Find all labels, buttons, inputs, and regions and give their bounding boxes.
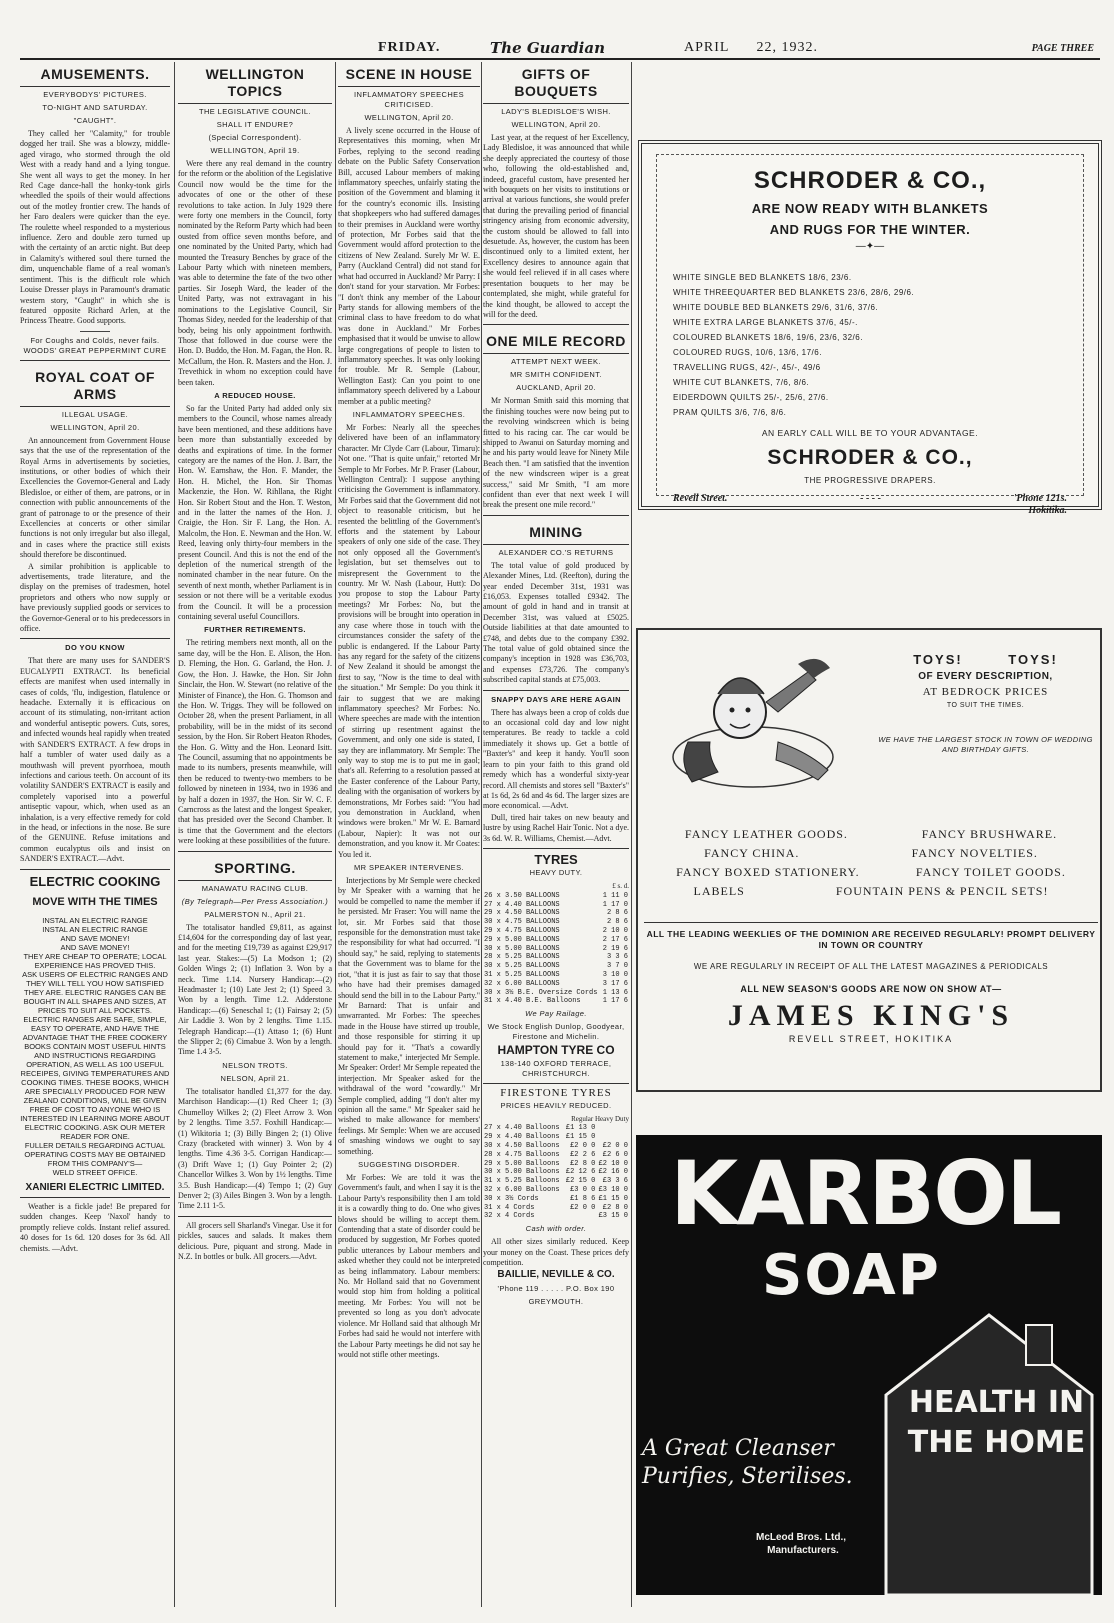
baillie-town: GREYMOUTH. xyxy=(528,1296,584,1306)
cleanser-slogan xyxy=(642,1435,853,1491)
mining-sub: ALEXANDER CO.'S RETURNS xyxy=(498,547,614,557)
mfr-line1: McLeod Bros. Ltd., xyxy=(756,1532,846,1543)
bouquets-dateline: WELLINGTON, April 20. xyxy=(511,120,601,129)
table-cell xyxy=(596,1124,629,1133)
table-row xyxy=(483,980,629,989)
table-cell: £2 12 6 xyxy=(565,1168,596,1177)
fancy-goods-row xyxy=(648,825,1094,844)
arms-dateline: WELLINGTON, April 20. xyxy=(50,422,140,432)
column-4 xyxy=(483,62,629,1607)
divider xyxy=(20,360,170,361)
list-item: FANCY BRUSHWARE. xyxy=(921,827,1058,841)
table-cell: 26 x 3.50 BALLOONS xyxy=(484,891,560,900)
firestone-table xyxy=(483,1124,629,1221)
snappy-body: There has always been a crop of colds due to an occasional cold day and low night temperatures. Be ready to tackle a cold immediately it shows up. Get a bottle of "Baxter's" and keep it handy. You'll soon learn to pin your faith to this grand old remedy which has a wonderful sixty-year record. All chemists and stores sell "Baxter's" at 1s 6d, 2s 6d and 4s 6d. The larger sizes are more economical. —Advt. xyxy=(483,707,629,811)
table-cell: 29 x 4.40 Balloons xyxy=(484,1133,560,1142)
amusements-sub2: TO-NIGHT AND SATURDAY. xyxy=(42,103,148,112)
list-item: WHITE SINGLE BED BLANKETS 18/6, 23/6. xyxy=(673,273,852,282)
table-cell: 2 19 6 xyxy=(602,944,628,953)
james-king-ad xyxy=(636,628,1102,1092)
mfr-line2: Manufacturers. xyxy=(767,1545,839,1556)
jester-bell-illustration-icon xyxy=(648,642,858,802)
vinegar-advt: All grocers sell Sharland's Vinegar. Use it for pickles, sauces and salads. It makes them delicious. Pure, piquant and strong. Made in N.Z. In bottles or bulk. All grocers.—Advt. xyxy=(178,1220,332,1261)
weeklies-line: ALL THE LEADING WEEKLIES OF THE DOMINION ARE RECEIVED REGULARLY! PROMPT DELIVERY IN TOWN OR COUNTRY xyxy=(644,922,1098,951)
schroder-street: Revell Street. xyxy=(673,493,728,504)
cleanser-line2: Purifies, Sterilises. xyxy=(642,1464,853,1489)
schroder-title2: SCHRODER & CO., xyxy=(767,446,973,469)
table-cell: £3 15 0 xyxy=(598,1212,628,1221)
snappy-heading: SNAPPY DAYS ARE HERE AGAIN xyxy=(491,694,621,704)
list-item: FANCY LEATHER GOODS. xyxy=(684,827,848,841)
table-cell: £1 15 0 xyxy=(598,1194,628,1203)
table-row xyxy=(483,901,629,910)
electric-heading-2: MOVE WITH THE TIMES xyxy=(32,895,158,908)
table-cell: 31 x 4.40 B.E. Balloons xyxy=(484,997,581,1006)
doyouknow-heading: DO YOU KNOW xyxy=(65,643,125,653)
amusements-sub3: "CAUGHT". xyxy=(73,116,117,125)
sporting-sub1: MANAWATU RACING CLUB. xyxy=(201,883,309,893)
table-cell: £2 15 0 xyxy=(565,1177,596,1186)
table-cell xyxy=(564,1212,597,1221)
ornament-icon: —✦— xyxy=(855,241,885,252)
masthead-day-year: 22, 1932. xyxy=(756,40,818,55)
table-cell: 30 x 5.00 Balloons xyxy=(484,1168,560,1177)
tyres-sub: HEAVY DUTY. xyxy=(529,868,583,878)
table-cell: 1 11 0 xyxy=(602,891,628,900)
table-cell: 2 10 0 xyxy=(602,926,628,935)
soap-word: SOAP xyxy=(762,1243,941,1308)
table-cell: 31 x 5.25 BALLOONS xyxy=(484,970,560,979)
table-row xyxy=(483,909,629,918)
table-cell: £2 6 0 xyxy=(602,1150,628,1159)
naxol-advt: Weather is a fickle jade! Be prepared for sudden changes. Keep 'Naxol' handy to promptly relieve colds. Instant relief assured. 40 doses for 1s 6d. 120 doses for 3s 6d. All chemists. —Advt. xyxy=(20,1201,170,1253)
list-item: COLOURED BLANKETS 18/6, 19/6, 23/6, 32/6. xyxy=(673,333,863,342)
table-cell: 30 x 4.50 Balloons xyxy=(484,1141,560,1150)
divider xyxy=(483,515,629,516)
table-cell: £2 2 6 xyxy=(570,1150,596,1159)
table-cell: 1 13 6 xyxy=(602,988,628,997)
tyres-rail: We Pay Railage. xyxy=(525,1009,587,1019)
wellington-dateline: WELLINGTON, April 19. xyxy=(210,146,300,155)
table-cell: £3 10 0 xyxy=(598,1185,628,1194)
table-cell: £1 13 0 xyxy=(565,1124,596,1133)
list-item: WHITE EXTRA LARGE BLANKETS 37/6, 45/-. xyxy=(673,318,858,327)
tyres-stock: We Stock English Dunlop, Goodyear, Firestone and Michelin. xyxy=(487,1022,625,1042)
masthead xyxy=(20,38,1100,60)
table-cell xyxy=(596,1133,629,1142)
divider xyxy=(20,638,170,639)
sporting-dateline: PALMERSTON N., April 21. xyxy=(204,909,306,919)
table-cell: 3 7 0 xyxy=(606,962,628,971)
schroder-phone: 'Phone 121s. xyxy=(1013,493,1067,504)
schroder-title: SCHRODER & CO., xyxy=(753,167,987,194)
table-cell: £3 3 6 xyxy=(602,1177,628,1186)
hampton-tyre-table xyxy=(483,892,629,1006)
table-cell: 29 x 4.75 BALLOONS xyxy=(484,926,560,935)
toys-largest-stock: WE HAVE THE LARGEST STOCK IN TOWN OF WEDDING AND BIRTHDAY GIFTS. xyxy=(878,735,1093,754)
table-cell: £1 8 6 xyxy=(570,1194,596,1203)
list-item: FANCY CHINA. xyxy=(704,846,800,860)
schroder-call: AN EARLY CALL WILL BE TO YOUR ADVANTAGE. xyxy=(761,428,979,438)
table-row xyxy=(483,1124,629,1133)
mile-body: Mr Norman Smith said this morning that the finishing touches were now being put to the revolving windscreen which is being fitted to his racing car. The car would be shipped to Awanui on Saturday morning and he and his party would leave for Ninety Mile Beach then. "I am satisfied that the invention of the new windscreen wiper is a great success," said Mr Smith, "I am more confident than ever that next week I will break the present one mile record." xyxy=(483,396,629,510)
electric-heading-1: ELECTRIC COOKING xyxy=(29,873,161,889)
list-item: COLOURED RUGS, 10/6, 13/6, 17/6. xyxy=(673,348,822,357)
wellington-sub2: SHALL IT ENDURE? xyxy=(216,120,294,129)
table-row xyxy=(483,1151,629,1160)
wellington-body: Were there any real demand in the country for the reform or the abolition of the Legislative Council now would be the time for the advocates of one or the other of these revolutions to take action. In July 1929 there were forty one members in the Council, forty nominated by the Reform Party which had been ousted from office seven months before, and one nominated by the United Party, which had mounted the Treasury Benches by grace of the Labour Party which with nineteen members, was able to determine the fate of the two other parties. Sir Joseph Ward, the leader of the United Party, was not extravagant in his nominations to the Legislative Council, Sir Thomas Sidey, needed for the leadership of that body, being his only appointment forthwith. Those that followed in due course were the Hon. D. Buddo, the Hon. M. Fagan, the Hon. R. McCallum, the Hon. R. Masters and the Hon. J. Trevethick in whom no exception could have been taken. xyxy=(178,159,332,387)
table-row xyxy=(483,953,629,962)
divider xyxy=(178,851,332,852)
table-cell: £2 8 0 xyxy=(570,1159,596,1168)
table-cell: 28 x 5.25 BALLOONS xyxy=(484,953,560,962)
column-rule xyxy=(631,62,632,1607)
scene-body: A lively scene occurred in the House of Representatives this morning, when Mr Forbes, replying to the second reading debate on the Public Safety Conservation Bill, accused Labour members of making inflammatory speeches, unfairly stating the position of the Government and blaming it for the country's economic ills. Insisting that shopkeepers who had suffered damages to their premises in Auckland were worthy of protection, Mr Forbes said that the Government would afford protection to the citizens of New Zealand. Surely Mr W. E. Parry (Auckland Central) did not stand for what had occurred in Auckland? Mr Parry: I don't stand for your starvation. Mr Forbes: "I don't think any member of the Labour Party stands for allowing members of the criminal class to have freedom to do what was done in Auckland." Mr Forbes emphasised that it would be unwise to allow large congregations of people to listen to inflammatory speeches. It was only looking for trouble. Mr R. Semple (Labour, Wellington East): Can you point to one inflammatory speech delivered by a Labour member at a public meeting? xyxy=(338,126,480,406)
divider xyxy=(483,848,629,849)
toys-bottom-block xyxy=(644,922,1098,1044)
amusements-sub1: EVERYBODYS' PICTURES. xyxy=(43,90,147,99)
hampton-firm: HAMPTON TYRE CO xyxy=(497,1043,615,1058)
wellington-sub5: FURTHER RETIREMENTS. xyxy=(204,625,306,635)
list-item: FOUNTAIN PENS & PENCIL SETS! xyxy=(835,884,1049,898)
table-cell: 2 17 6 xyxy=(602,935,628,944)
wellington-body2: So far the United Party had added only six members to the Council, whose names already have been mentioned, and these additions have been more than substantially exceeded by deaths and expirations of time. In the former category are the names of the Hon. J. Barr, the Hon. W. Earnshaw, the Hon. F. Mander, the Hon. H. Michel, the Hon. Sir Thomas Mackenzie, the Hon. W. Rihllana, the Right Hon. Sir Robert Stout and the Hon. T. Weston, and in the latter the names of the Hon. J. Craigie, the Hon. Sir F. Lang, the Hon. A. Malcolm, the Hon. E. Newman and the Hon. W. Reed, leaving only thirty-four members in the present Council. And this is not the end of the depletion of the numerical strength of the nominated chamber in the near future. On the seventh of next month, whether Parliament is in session or not there will be a veritable exodus from the Council. It will be a procession containing several useful Councillors. xyxy=(178,403,332,622)
bouquets-sub: LADY'S BLEDISLOE'S WISH. xyxy=(501,107,611,116)
electric-cooking-ad xyxy=(20,874,170,1193)
list-item: WHITE CUT BLANKETS, 7/6, 8/6. xyxy=(673,378,810,387)
table-cell: 3 10 0 xyxy=(602,970,628,979)
baillie-firm: BAILLIE, NEVILLE & CO. xyxy=(497,1269,615,1281)
arms-heading: ROYAL COAT OF ARMS xyxy=(20,365,170,407)
table-row xyxy=(483,989,629,998)
table-cell: £2 16 0 xyxy=(598,1168,628,1177)
table-row xyxy=(483,962,629,971)
fancy-goods-row xyxy=(648,863,1094,882)
karbol-word: KARBOL xyxy=(670,1142,1061,1245)
fancy-goods-list xyxy=(648,825,1094,901)
table-cell: 27 x 4.40 BALLOONS xyxy=(484,900,560,909)
table-cell: 31 x 5.25 Balloons xyxy=(484,1177,560,1186)
schroder-contact xyxy=(1014,493,1067,517)
cleanser-line1: A Great Cleanser xyxy=(642,1436,834,1461)
magazines-line: WE ARE REGULARLY IN RECEIPT OF ALL THE LATEST MAGAZINES & PERIODICALS xyxy=(693,962,1049,971)
table-row xyxy=(483,1186,629,1195)
table-cell: 29 x 5.00 BALLOONS xyxy=(484,935,560,944)
mining-body: The total value of gold produced by Alexander Mines, Ltd. (Reefton), during the year ended December 31st, 1931 was £16,053. Expenses totalled £9342. The amount of gold in hand and in transit at December 31st, was valued at £5025. Outside liabilities at that date amounted to £748, and debts due to the company £392. The total value of gold obtained since the company's inception in 1928 was £36,703, and expenses £73,726. The company's subscribed capital stands at £75,003. xyxy=(483,560,629,685)
divider xyxy=(483,1083,629,1084)
table-cell: 2 8 6 xyxy=(606,918,628,927)
schroder-item-list xyxy=(673,270,1067,420)
schroder-line2: ARE NOW READY WITH BLANKETS xyxy=(751,201,989,216)
list-item: FANCY TOILET GOODS. xyxy=(915,865,1066,879)
scene-sub4: SUGGESTING DISORDER. xyxy=(358,1160,460,1169)
table-cell: 1 17 6 xyxy=(602,997,628,1006)
masthead-paper-name: The Guardian xyxy=(490,39,605,57)
list-item: WHITE DOUBLE BED BLANKETS 29/6, 31/6, 37/6. xyxy=(673,303,879,312)
table-cell: 29 x 4.50 BALLOONS xyxy=(484,909,560,918)
table-cell: 3 3 6 xyxy=(606,953,628,962)
table-cell: £2 0 0 xyxy=(570,1203,596,1212)
scene-body3: Interjections by Mr Semple were checked by Mr Speaker with a warning that he would be compelled to name the member if he persisted. Mr Fraser: You will name the lot, sir. Mr Forbes said that those responsible for the demonstration must take the responsibility for what had occurred. "I should say," he said, replying to statements that the Government was to blame for the riot, "that it is just as fair to say that those who have had their premises damaged should send the bill in to the Labour Party." Mr Barnard: That is unfair and unwarranted. Mr Forbes: The speeches made in the House have stirred up trouble, and those responsible for stirring it up should pay for it. "That's a cowardly statement to make," interjected Mr Semple. Mr Speaker: Order! Mr Semple repeated the interjection. Mr Speaker asked for the withdrawal of the word "cowardly." Mr Semple complied, adding "I don't alter my opinion all the same." Mr Speaker said he wished to make allowance for members' feelings. Mr Semple: When we are accused of smashing windows we ought to say something. xyxy=(338,876,480,1156)
peppermint-note: For Coughs and Colds, never fails. WOODS' GREAT PEPPERMINT CURE xyxy=(23,335,167,355)
table-cell: 32 x 6.00 BALLOONS xyxy=(484,979,560,988)
table-cell: 27 x 4.40 Balloons xyxy=(484,1124,560,1133)
james-king-address: REVELL STREET, HOKITIKA xyxy=(788,1034,954,1044)
sporting-body2: The totalisator handled £1,377 for the day. Marchison Handicap:—(1) Red Cheer 1; (3) Chumelloy Wilkes 2; (2) Fleet Arrow 3. Won by 2 lengths. Time 3.57. Foxhill Handicap:—(1) Wikitoria 1; (3) Billy Bingen 2; (1) Olive Crazy (bracketed with winner) 3. Won by 4 lengths. Time 4.36 3-5. Corrigan Handicap:—(3) Drift Wave 1; (1) Guy Pointer 2; (2) Chancellor Wilkes 3. Won by 1½ lengths. Time 3.5. Bush Handicap:—(4) Tempo 1; (2) Guy Denver 2; (3) Ailes Bingen 3. Won by a length. Time 2.11 1-5. xyxy=(178,1086,332,1211)
table-cell: 2 8 6 xyxy=(606,909,628,918)
baillie-phone: 'Phone 119 . . . . . P.O. Box 190 xyxy=(497,1283,615,1293)
schroder-address xyxy=(673,493,1067,517)
column-3 xyxy=(338,62,480,1607)
scene-sub2: INFLAMMATORY SPEECHES. xyxy=(352,409,466,419)
doyouknow-body: That there are many uses for SANDER'S EUCALYPTI EXTRACT. Its beneficial effects are manifest when used internally in cases of colds, 'flu, indigestion, flatulence or headache. Externally it is efficacious on account of its stimulating, non-irritant action and wonderful antiseptic powers. Cuts, sores, and infected wounds heal rapidly when treated with SANDER'S EXTRACT. A few drops in half a tumbler of water used daily as a mouthwash will prevent pyorrhoea, mouth infections and carious teeth. On account of its volatility SANDER'S EXTRACT is easily and completely vaporised into a powerful antiseptic vapour, which, when used as an inhalation, is a very effective remedy for cold in the head, or infections in the nose. Be sure of the GENUINE. Refuse imitations and common eucalyptus oils and insist on SANDER'S EXTRACT.—Advt. xyxy=(20,656,170,864)
table-cell: £3 0 0 xyxy=(570,1185,596,1194)
wellington-sub3: (Special Correspondent). xyxy=(208,133,302,142)
scene-heading: SCENE IN HOUSE xyxy=(338,62,480,87)
list-item: FANCY NOVELTIES. xyxy=(911,846,1038,860)
sporting-heading: SPORTING. xyxy=(178,856,332,881)
new-season-line: ALL NEW SEASON'S GOODS ARE NOW ON SHOW AT— xyxy=(740,984,1002,994)
list-item: WHITE THREEQUARTER BED BLANKETS 23/6, 28/6, 29/6. xyxy=(673,288,915,297)
firestone-col-head: Regular Heavy Duty xyxy=(571,1114,629,1123)
table-cell: 31 x 4 Cords xyxy=(484,1203,535,1212)
wellington-sub4: A REDUCED HOUSE. xyxy=(214,390,296,400)
divider xyxy=(178,1216,332,1217)
column-rule xyxy=(174,62,175,1607)
table-cell: 30 x 5.00 BALLOONS xyxy=(484,944,560,953)
column-rule xyxy=(481,62,482,1607)
list-item: FANCY BOXED STATIONERY. xyxy=(676,865,860,879)
amusements-body: They called her "Calamity," for trouble dogged her trail. She was a blowzy, middle-aged virago, who stormed through the old West with a ready hand and a lying tongue. She went all ways to get the money. In her Red Cage dance-hall the honky-tonk girls wheedled the spoils of their would affections out of the motley frontier crew. The hands of her Faro dealers were quicker than the eye. The roulette wheel responded to a mysterious influence. Zero and double zero turned up with the certainty of an arctic night. But deep in Calamity's withered soul there turned the dim, unquenchable flame of a real woman's sentiment. This is the difficult role which Louise Dresser plays in Paramount's dramatic western story, "Caught" in which she is featured opposite Richard Arlen, at the Princess Theatre. Good supports. xyxy=(20,129,170,326)
mile-dateline: AUCKLAND, April 20. xyxy=(516,383,596,393)
mining-heading: MINING xyxy=(483,520,629,545)
list-item: EIDERDOWN QUILTS 25/-, 25/6, 27/6. xyxy=(673,393,829,402)
firestone-sub: PRICES HEAVILY REDUCED. xyxy=(500,1100,612,1110)
firestone-heading: FIRESTONE TYRES xyxy=(500,1086,612,1099)
mile-sub1: ATTEMPT NEXT WEEK. xyxy=(511,357,601,367)
mile-heading: ONE MILE RECORD xyxy=(483,329,629,354)
table-cell: 32 x 4 Cords xyxy=(484,1212,535,1221)
scene-body2: Mr Forbes: Nearly all the speeches delivered have been of an inflammatory character. Mr Clyde Carr (Labour, Timaru): Not one. "That is quite unfair," retorted Mr Semple to Mr Forbes. Mr P. Fraser (Labour, Wellington Central): I suppose anything criticising the Government is inflammatory. Mr Forbes said that the Government did not object to reasonable criticism, but he resented the belittling of the Government's efforts and the statement by Labour speakers of only one side of the case. They not only opposed all the Government's legislation, but set themselves out to misrepresent the Government to the country. Mr W. Nash (Labour, Hutt): Do you propose to stop the Labour Party meetings? Mr Forbes: No, but the provisions will be brought into operation in any case where those in touch with the circumstances consider the safety of the public is endangered. If the Labour Party has any regard for the safety of the citizens of New Zealand it should be amongst the first to say, "Now is the time to deal with the situation." Mr Semple: Do you think it fair to suggest that we are making inflammatory speeches? Mr Forbes: No. Where speeches are made with the intention of stirring up resentment against the Government, and only one side is stated, I say they are inflammatory. Mr Semple: The only way to stop me is to put me in gaol; that's all. Referring to a resolution passed at the Easter conference of the Labour Party, dealing with the organisation of workers by demonstrations, Mr Forbes said: "You had you demonstration in Auckland, when windows were broken." Mr W. E. Barnard (Labour, Napier): It was not our demonstration, and you know it. Mr Coates: You led it. xyxy=(338,422,480,859)
table-row xyxy=(483,936,629,945)
table-cell: £1 15 0 xyxy=(565,1133,596,1142)
sporting-sub2: (By Telegraph—Per Press Association.) xyxy=(181,896,329,906)
sporting-dateline2: NELSON, April 21. xyxy=(220,1073,290,1083)
wellington-body3: The retiring members next month, all on the same day, will be the Hon. E. Alison, the Hon. D. Fleming, the Hon. G. Garland, the Hon. J. Gow, the Hon. J. Hawke, the Hon. Sir John Sinclair, the Hon. W. Stewart (no relative of the Minister of Finance), the Hon. G. Thomson and the Hon. W. Triggs. They will be followed on October 28, when the present Parliament, in all probability, will be in the midst of its second session, by the Hon. Sir Robert Heaton Rhodes, the Hon. G. Witty and the Hon. Leonard Isitt. The Council, assuming that no appointments be made to its numbers, presents meanwhile, will then be reduced to twenty-two members to be followed by nineteen in 1934, two in 1936 and by half a dozen in 1937, the Hon. Sir W. C. F. Carncross as the latest and the longest Speaker, that has presided over the Second Chamber. It is time that the Government and the electors were looking at these possibilities of the future. xyxy=(178,638,332,846)
table-row xyxy=(483,971,629,980)
table-cell: 30 x 3½ Cords xyxy=(484,1194,539,1203)
schroder-line3: AND RUGS FOR THE WINTER. xyxy=(769,222,971,237)
column-rule xyxy=(335,62,336,1607)
table-row xyxy=(483,1142,629,1151)
table-cell: 30 x 3½ B.E. Oversize Cords xyxy=(484,988,598,997)
list-item: TRAVELLING RUGS, 42/-, 45/-, 49/6 xyxy=(673,363,821,372)
scene-sub3: MR SPEAKER INTERVENES. xyxy=(354,863,464,873)
masthead-page-number: PAGE THREE xyxy=(1031,42,1094,54)
schroder-dots: - - - - xyxy=(860,493,881,504)
table-row xyxy=(483,927,629,936)
hair-tonic-advt: Dull, tired hair takes on new beauty and lustre by using Rachel Hair Tonic. Not a dye. 3s 6d. W. R. Williams, Chemist.—Advt. xyxy=(483,812,629,843)
table-row xyxy=(483,1160,629,1169)
table-row xyxy=(483,892,629,901)
table-row xyxy=(483,1195,629,1204)
mile-sub2: MR SMITH CONFIDENT. xyxy=(510,370,602,380)
divider xyxy=(20,869,170,870)
electric-firm: XANIERI ELECTRIC LIMITED. xyxy=(25,1181,165,1193)
separator xyxy=(80,331,110,332)
column-2 xyxy=(178,62,332,1607)
karbol-manufacturer xyxy=(756,1531,846,1557)
toys-headline-block xyxy=(878,652,1093,755)
karbol-soap-ad xyxy=(636,1135,1102,1595)
toys-suit: TO SUIT THE TIMES. xyxy=(946,702,1025,709)
masthead-date xyxy=(684,40,818,56)
table-cell: 30 x 5.25 BALLOONS xyxy=(484,962,560,971)
fancy-goods-row xyxy=(648,844,1094,863)
table-cell: 30 x 4.75 BALLOONS xyxy=(484,918,560,927)
firestone-cash: Cash with order. xyxy=(525,1224,587,1234)
bouquets-heading: GIFTS OF BOUQUETS xyxy=(483,62,629,104)
scene-sub1: INFLAMMATORY SPEECHES CRITICISED. xyxy=(354,90,464,109)
toys-every: OF EVERY DESCRIPTION, xyxy=(918,671,1053,682)
amusements-heading: AMUSEMENTS. xyxy=(20,62,170,87)
arms-body1: An announcement from Government House says that the use of the representation of the Royal Arms in advertisements by societies, institutions, or other bodies of which their Excellencies the Governor-General and Lady Bledisloe, or either of them, are patrons, or in connection with public announcements of the grant of patronage to or the presence of their Excellencies at concerts or other similar functions is not only irregular but also illegal, and in cases where the practice still exists should therefore be discontinued. xyxy=(20,435,170,560)
scene-body4: Mr Forbes: We are told it was the Government's fault, and when I say it is the Labour Party's responsibility then I am told it is a cowardly thing to do. One who gives blows should be willing to accept them. Contending that a state of disorder could be produced by suggestion, Mr Forbes quoted public utterances by Labour members and asked whether they could not be interpreted as being inflammatory. Labour members: No. Mr Holland said that no Government would stop him from holding a political meeting. Mr Forbes: You will not be prevented so long as you don't advocate violence. Mr Holland said that although Mr Forbes had said he would not interfere with the Labour Party meetings he did not say he would not stifle other meetings. xyxy=(338,1173,480,1359)
schroder-ad xyxy=(638,140,1102,516)
firestone-note: All other sizes similarly reduced. Keep your money on the Coast. These prices defy competition. xyxy=(483,1237,629,1267)
table-cell: 3 17 6 xyxy=(602,979,628,988)
table-cell: £2 10 0 xyxy=(598,1159,628,1168)
tyres-col-head: £ s. d. xyxy=(612,882,629,891)
table-cell: £2 0 0 xyxy=(570,1141,596,1150)
bouquets-body: Last year, at the request of her Excellency, Lady Bledisloe, it was announced that while she deeply appreciated the courtesy of those who, following the old-established and, indeed, graceful custom, have presented her with bouquets on her visits to institutions or arrival at various functions, she would prefer that during the prevailing period of financial stringency arising from economic adversity, the custom should be allowed to fall into desuetude. As, however, the custom has been discontinued only to a limited extent, her Excellency desires to announce again that she would feel relieved if in all cases where presentation bouquets to her may be contemplated, she might, while grateful for the kind thought, be allowed to accept the will for the deed. xyxy=(483,133,629,319)
electric-body: INSTAL AN ELECTRIC RANGE INSTAL AN ELECTRIC RANGE AND SAVE MONEY! AND SAVE MONEY! THEY ARE CHEAP TO OPERATE; LOCAL EXPERIENCE HAS PROVED THIS. ASK USERS OF ELECTRIC RANGES AND THEY WILL TELL YOU HOW SATISFIED THEY ARE. ELECTRIC RANGES CAN BE BOUGHT IN ALL SHAPES AND SIZES, AT PRICES TO SUIT ALL POCKETS. ELECTRIC RANGES ARE SAFE, SIMPLE, EASY TO OPERATE, AND HAVE THE ADVANTAGE THAT THE FREE COOKERY BOOKS CONTAIN MOST USEFUL HINTS AND INSTRUCTIONS REGARDING OPERATION, AS WELL AS 100 USEFUL RECEIPES, GIVING TEMPERATURES AND COOKING TIMES. THESE BOOKS, WHICH ARE SPECIALLY PRODUCED FOR NEW ZEALAND CONDITIONS, WILL BE GIVEN FREE OF COST TO ANYONE WHO IS INTERESTED IN LEARNING MORE ABOUT ELECTRIC COOKING. ASK OUR METER READER FOR ONE. FULLER DETAILS REGARDING ACTUAL OPERATING COSTS MAY BE OBTAINED FROM THIS COMPANY'S— WELD STREET OFFICE. xyxy=(20,915,170,1177)
scene-dateline: WELLINGTON, April 20. xyxy=(364,113,454,122)
tyres-heading: TYRES xyxy=(534,851,578,867)
fancy-goods-row xyxy=(648,882,1094,901)
arms-body2: A similar prohibition is applicable to advertisements, trade literature, and the display on the premises of tradesmen, hotel proprietors and others who now supply or have previously supplied goods or services to the Governor-General or to his predecessors in office. xyxy=(20,561,170,634)
column-1 xyxy=(20,62,170,1607)
table-cell: £2 0 0 xyxy=(602,1141,628,1150)
table-row xyxy=(483,918,629,927)
table-row xyxy=(483,997,629,1006)
schroder-town: Hokitika. xyxy=(1028,505,1067,516)
arms-sub: ILLEGAL USAGE. xyxy=(61,409,129,419)
divider xyxy=(20,1197,170,1198)
table-row xyxy=(483,945,629,954)
table-row xyxy=(483,1177,629,1186)
sporting-body: The totalisator handled £9,811, as against £14,604 for the corresponding day of last year, and for the meeting £19,739 as against £29,917 last year. Stakes:—(5) La Modson 1; (2) Golden Wings 2; (1) Inflation 3. Won by a neck. Time 1.14. Nursery Handicap:—(2) Headmaster 1; (10) Late Jest 2; (1) Speed 3. Won by a length. Time 1.2. Adderstone Handicap:—(6) Seneschal 1; (1) Fairsay 2; (5) Air Laddie 3. Won by 2 lengths. Time 1.15. Telegraph Handicap:—(1) Attaso 1; (6) Hunt the Slipper 2; (6) Cimabue 3. Won by a length. Time 1.4 3-5. xyxy=(178,922,332,1057)
toys-title: TOYS! TOYS! xyxy=(913,652,1058,667)
list-item: PRAM QUILTS 3/6, 7/6, 8/6. xyxy=(673,408,787,417)
schroder-ad-inner xyxy=(656,154,1084,516)
divider xyxy=(483,690,629,691)
table-cell: 28 x 4.75 Balloons xyxy=(484,1150,560,1159)
masthead-month: APRIL xyxy=(684,40,730,55)
table-row xyxy=(483,1212,629,1221)
list-item: LABELS xyxy=(693,884,745,898)
masthead-day: FRIDAY. xyxy=(378,40,441,55)
toys-bedrock: AT BEDROCK PRICES xyxy=(922,686,1049,698)
hampton-address: 138-140 OXFORD TERRACE, CHRISTCHURCH. xyxy=(500,1058,612,1078)
table-cell: 29 x 5.00 Balloons xyxy=(484,1159,560,1168)
sporting-sub3: NELSON TROTS. xyxy=(222,1060,288,1070)
table-cell: 32 x 6.00 Balloons xyxy=(484,1185,560,1194)
table-row xyxy=(483,1204,629,1213)
table-cell: £2 8 0 xyxy=(602,1203,628,1212)
table-row xyxy=(483,1168,629,1177)
divider xyxy=(483,324,629,325)
wellington-sub1: THE LEGISLATIVE COUNCIL. xyxy=(199,107,311,116)
schroder-progressive: THE PROGRESSIVE DRAPERS. xyxy=(804,476,936,485)
health-in-home: HEALTH IN THE HOME xyxy=(907,1385,1086,1460)
james-king-name: JAMES KING'S xyxy=(727,999,1015,1032)
wellington-topics-heading: WELLINGTON TOPICS xyxy=(178,62,332,104)
table-row xyxy=(483,1133,629,1142)
table-cell: 1 17 0 xyxy=(602,900,628,909)
